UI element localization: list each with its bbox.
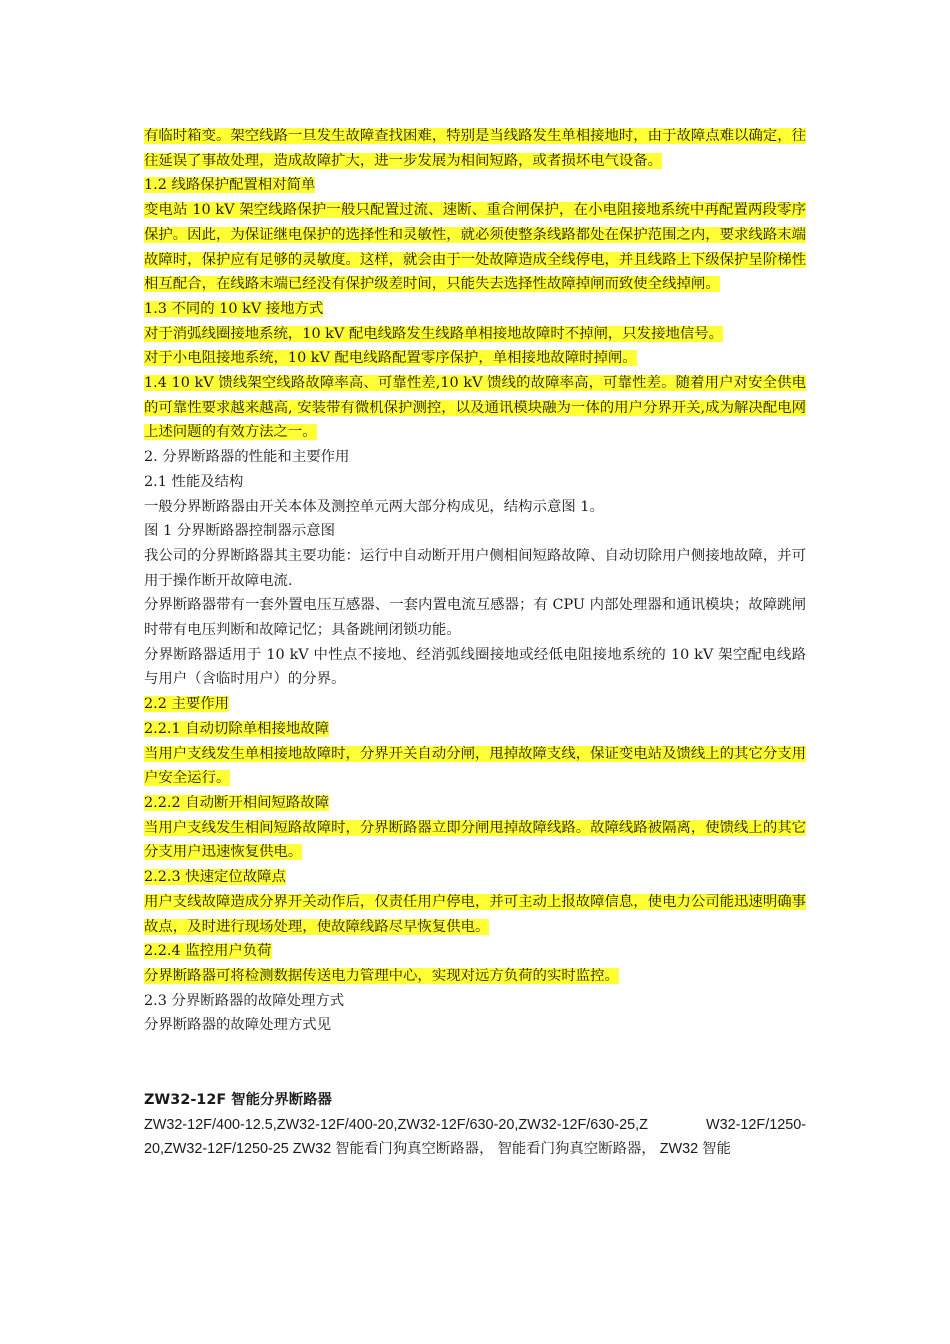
paragraph-applicability: 分界断路器适用于 10 kV 中性点不接地、经消弧线圈接地或经低电阻接地系统的 10 kV 架空配电线路与用户（含临时用户）的分界。 [144,646,806,688]
heading-2-2-1: 2.2.1 自动切除单相接地故障 [144,720,330,737]
paragraph-main-functions: 我公司的分界断路器其主要功能：运行中自动断开用户侧相间短路故障、自动切除用户侧接地故障，并可用于操作断开故障电流. [144,547,806,589]
paragraph-accident-handling: 有临时箱变。架空线路一旦发生故障查找困难，特别是当线路发生单相接地时，由于故障点难以确定，往往延误了事故处理，造成故障扩大，进一步发展为相间短路，或者损坏电气设备。 [144,128,806,169]
paragraph-transformers: 分界断路器带有一套外置电压互感器、一套内置电流互感器；有 CPU 内部处理器和通讯模块；故障跳闸时带有电压判断和故障记忆；具备跳闸闭锁功能。 [144,597,806,639]
paragraph-2-2-2: 当用户支线发生相间短路故障时，分界断路器立即分闸甩掉故障线路。故障线路被隔离，使馈线上的其它分支用户迅速恢复供电。 [144,819,806,861]
heading-1-3: 1.3 不同的 10 kV 接地方式 [144,300,324,317]
heading-1-2: 1.2 线路保护配置相对简单 [144,177,316,194]
paragraph-2-2-1: 当用户支线发生单相接地故障时，分界开关自动分闸，甩掉故障支线，保证变电站及馈线上的其它分支用户安全运行。 [144,745,806,787]
paragraph-2-3: 分界断路器的故障处理方式见 [144,1017,332,1034]
heading-2-2-4: 2.2.4 监控用户负荷 [144,943,272,960]
paragraph-2-2-4: 分界断路器可将检测数据传送电力管理中心，实现对远方负荷的实时监控。 [144,967,619,984]
section-spacer [144,1038,806,1088]
paragraph-2-2-3: 用户支线故障造成分界开关动作后，仅责任用户停电，并可主动上报故障信息，使电力公司能迅速明确事故点，及时进行现场处理，使故障线路尽早恢复供电。 [144,893,806,935]
heading-2: 2. 分界断路器的性能和主要作用 [144,449,350,466]
heading-2-2: 2.2 主要作用 [144,696,230,713]
product-title: ZW32-12F 智能分界断路器 [144,1092,332,1109]
figure-caption: 图 1 分界断路器控制器示意图 [144,523,335,540]
paragraph-arc-coil: 对于消弧线圈接地系统，10 kV 配电线路发生线路单相接地故障时不掉闸，只发接地信号。 [144,325,724,342]
heading-2-2-3: 2.2.3 快速定位故障点 [144,869,286,886]
heading-2-2-2: 2.2.2 自动断开相间短路故障 [144,794,330,811]
paragraph-structure: 一般分界断路器由开关本体及测控单元两大部分构成见，结构示意图 1。 [144,498,604,515]
heading-2-3: 2.3 分界断路器的故障处理方式 [144,992,345,1009]
product-description: ZW32-12F/400-12.5,ZW32-12F/400-20,ZW32-12F/630-20,ZW32-12F/630-25,Z W32-12F/1250-20,ZW32-12F/1250-25 ZW32 智能看门狗真空断路器， 智能看门狗真空断路器， ZW32 智能 [144,1116,806,1158]
document-body [144,124,806,1162]
heading-2-1: 2.1 性能及结构 [144,473,244,490]
paragraph-small-resistance: 对于小电阻接地系统，10 kV 配电线路配置零序保护，单相接地故障时掉闸。 [144,350,637,367]
paragraph-protection-config: 变电站 10 kV 架空线路保护一般只配置过流、速断、重合闸保护，在小电阻接地系统中再配置两段零序保护。因此，为保证继电保护的选择性和灵敏性，就必须使整条线路都处在保护范围之内，要求线路末端故障时，保护应有足够的灵敏度。这样，就会由于一处故障造成全线停电，并且线路上下级保护呈阶梯性相互配合，在线路末端已经没有保护级差时间，只能失去选择性故障掉闸而致使全线掉闸。 [144,202,806,293]
paragraph-1-4: 1.4 10 kV 馈线架空线路故障率高、可靠性差,10 kV 馈线的故障率高，可靠性差。随着用户对安全供电的可靠性要求越来越高, 安装带有微机保护测控，以及通讯模块融为一体的用户分界开关,成为解决配电网上述问题的有效方法之一。 [144,375,806,441]
